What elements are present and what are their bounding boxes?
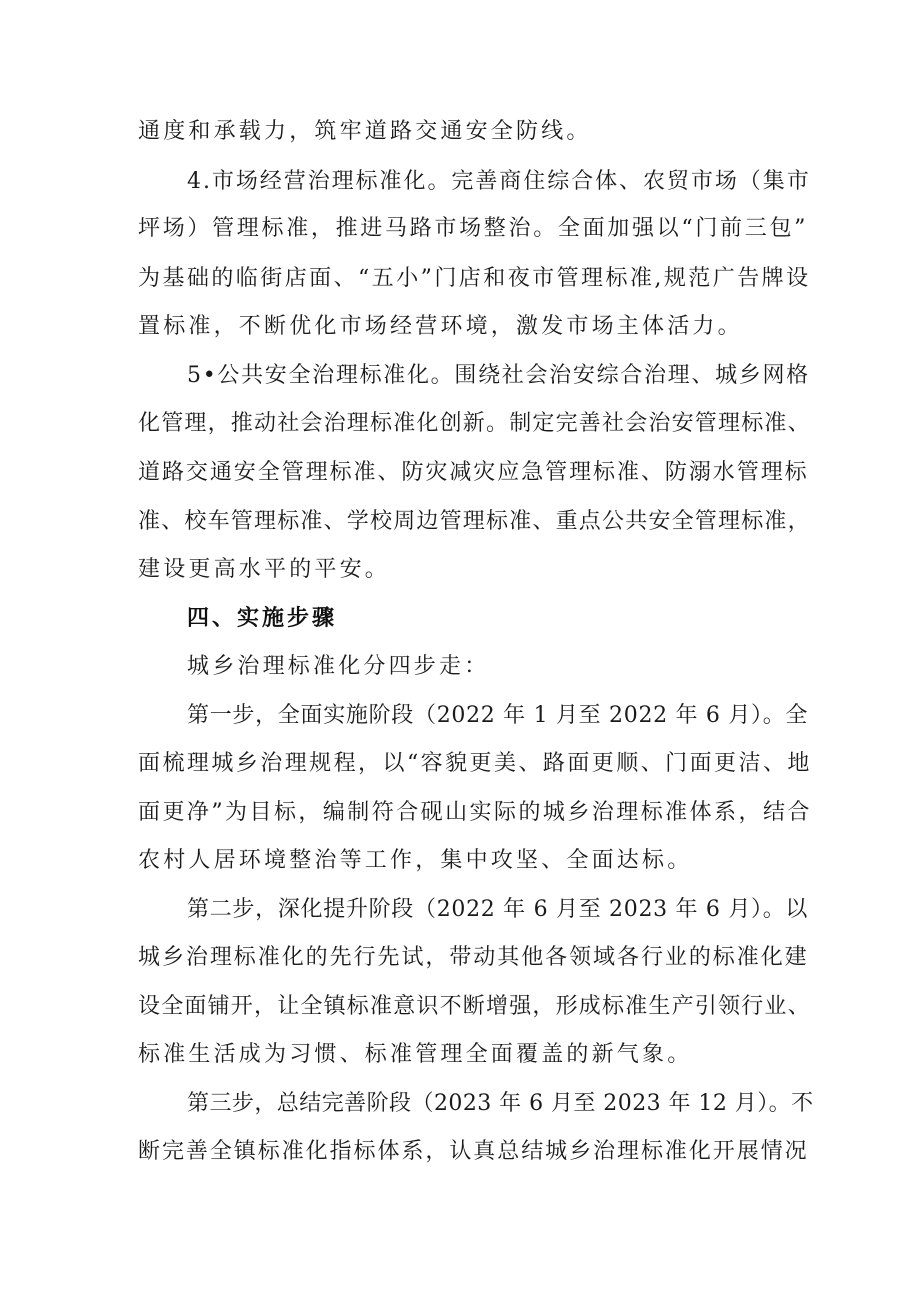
paragraph-line: 4.市场经营治理标准化。完善商住综合体、农贸市场（集市 — [187, 169, 811, 194]
paragraph-line: 第二步，深化提升阶段（2022 年 6 月至 2023 年 6 月）。以 — [187, 897, 809, 922]
paragraph-line: 农村人居环境整治等工作，集中攻坚、全面达标。 — [138, 848, 693, 873]
paragraph-line: 面更净”为目标，编制符合砚山实际的城乡治理标准体系，结合 — [138, 800, 812, 825]
paragraph-line: 为基础的临街店面、“五小”门店和夜市管理标准,规范广告牌设 — [138, 266, 811, 291]
paragraph-line: 城乡治理标准化的先行先试，带动其他各领域各行业的标准化建 — [138, 945, 809, 970]
paragraph-line: 断完善全镇标准化指标体系，认真总结城乡治理标准化开展情况 — [138, 1139, 809, 1164]
paragraph-line: 城乡治理标准化分四步走： — [187, 654, 490, 679]
paragraph-line: 坪场）管理标准，推进马路市场整治。全面加强以“门前三包” — [138, 216, 809, 241]
paragraph-line: 建设更高水平的平安。 — [138, 557, 391, 582]
paragraph-line: 5•公共安全治理标准化。围绕社会治安综合治理、城乡网格 — [187, 363, 810, 388]
paragraph-line: 道路交通安全管理标准、防灾减灾应急管理标准、防溺水管理标 — [138, 460, 809, 485]
paragraph-line: 标准生活成为习惯、标准管理全面覆盖的新气象。 — [138, 1042, 693, 1067]
paragraph-line: 通度和承载力，筑牢道路交通安全防线。 — [138, 119, 592, 144]
paragraph-line: 化管理，推动社会治理标准化创新。制定完善社会治安管理标准、 — [138, 411, 811, 436]
paragraph-line: 置标准，不断优化市场经营环境，激发市场主体活力。 — [138, 314, 743, 339]
paragraph-line: 第三步，总结完善阶段（2023 年 6 月至 2023 年 12 月）。不 — [187, 1091, 814, 1116]
paragraph-line: 第一步，全面实施阶段（2022 年 1 月至 2022 年 6 月）。全 — [187, 703, 809, 728]
paragraph-line: 面梳理城乡治理规程，以“容貌更美、路面更顺、门面更洁、地 — [138, 751, 812, 776]
paragraph-line: 设全面铺开，让全镇标准意识不断增强，形成标准生产引领行业、 — [138, 994, 811, 1019]
paragraph-line: 准、校车管理标准、学校周边管理标准、重点公共安全管理标准， — [138, 509, 811, 534]
section-heading: 四、实施步骤 — [187, 606, 338, 631]
